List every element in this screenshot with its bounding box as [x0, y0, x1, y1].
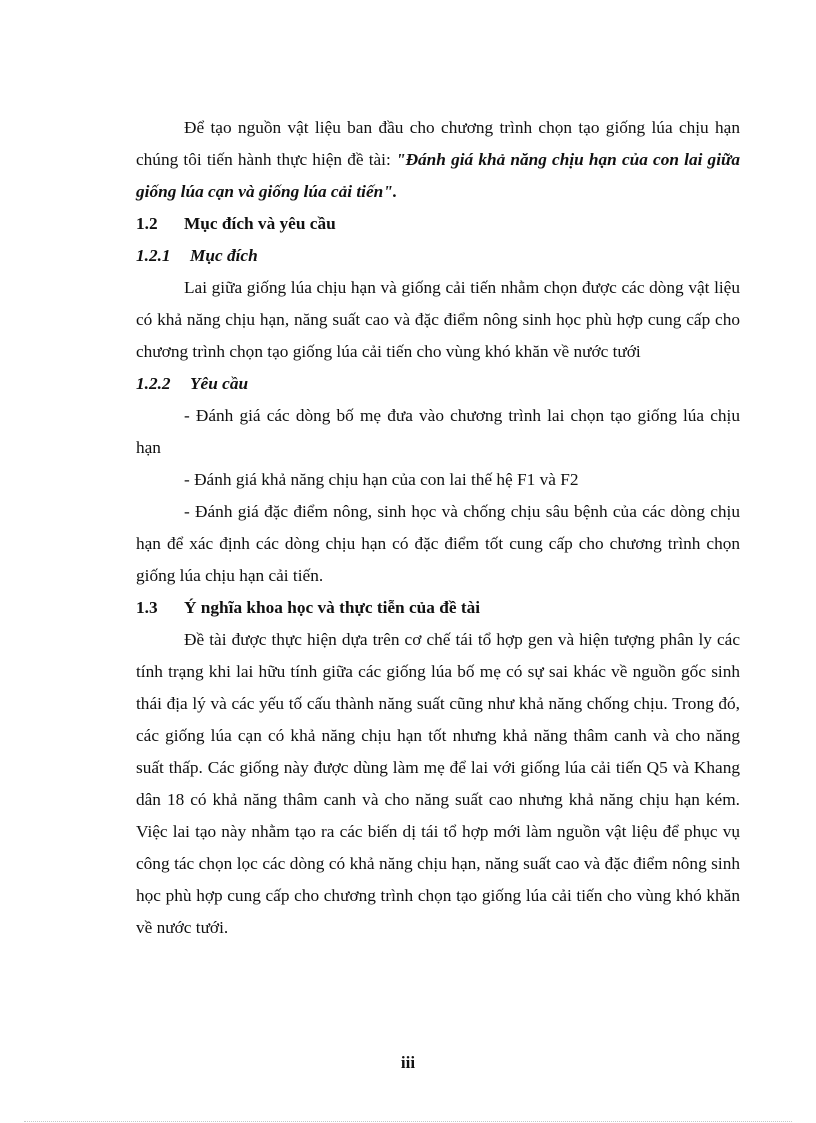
section-heading-1-3: [136, 592, 740, 624]
requirement-item: - Đánh giá khả năng chịu hạn của con lai thế hệ F1 và F2: [184, 470, 579, 489]
section-number: 1.2: [136, 214, 158, 233]
subsection-title: Mục đích: [190, 246, 258, 265]
purpose-paragraph: Lai giữa giống lúa chịu hạn và giống cải tiến nhằm chọn được các dòng vật liệu có khả năng chịu hạn, năng suất cao và đặc điểm nông sinh học phù hợp cung cấp cho chương trình chọn tạo giống lúa cải tiến cho vùng khó khăn về nước tưới: [136, 278, 740, 361]
page-number: iii: [400, 1053, 416, 1072]
section-title: Ý nghĩa khoa học và thực tiễn của đề tài: [184, 598, 481, 617]
significance-paragraph: Đề tài được thực hiện dựa trên cơ chế tái tổ hợp gen và hiện tượng phân ly các tính trạng khi lai hữu tính giữa các giống lúa bố mẹ có sự sai khác về nguồn gốc sinh thái địa lý và các yếu tố cấu thành năng suất cũng như khả năng chống chịu. Trong đó, các giống lúa cạn có khả năng chịu hạn tốt nhưng khả năng thâm canh và cho năng suất thấp. Các giống này được dùng làm mẹ để lai với giống lúa cải tiến Q5 và Khang dân 18 có khả năng thâm canh và cho năng suất cao nhưng khả năng chịu hạn kém. Việc lai tạo này nhằm tạo ra các biến dị tái tổ hợp mới làm nguồn vật liệu để phục vụ công tác chọn lọc các dòng có khả năng chịu hạn, năng suất cao và đặc điểm nông sinh học phù hợp cung cấp cho chương trình chọn tạo giống lúa cải tiến cho vùng khó khăn về nước tưới.: [136, 630, 740, 937]
intro-end-punctuation: .: [392, 182, 398, 201]
subsection-title: Yêu cầu: [190, 374, 249, 393]
intro-text: Để tạo nguồn vật liệu ban đầu cho chương trình chọn tạo giống lúa chịu hạn chúng tôi tiến hành thực hiện đề tài:: [136, 118, 740, 169]
thesis-title-emphasis: "Đánh giá khả năng chịu hạn của con lai giữa giống lúa cạn và giống lúa cải tiến": [136, 150, 740, 201]
subsection-heading-1-2-1: [136, 240, 740, 272]
intro-paragraph: [136, 112, 740, 208]
subsection-number: 1.2.1: [136, 246, 171, 265]
page-content: [136, 112, 740, 944]
section-title: Mục đích và yêu cầu: [184, 214, 336, 233]
subsection-number: 1.2.2: [136, 374, 171, 393]
section-heading-1-2: [136, 208, 740, 240]
page-bottom-divider: [24, 1121, 792, 1122]
section-number: 1.3: [136, 598, 158, 617]
requirement-item: - Đánh giá các dòng bố mẹ đưa vào chương trình lai chọn tạo giống lúa chịu hạn: [136, 406, 740, 457]
subsection-heading-1-2-2: [136, 368, 740, 400]
requirement-item: - Đánh giá đặc điểm nông, sinh học và chống chịu sâu bệnh của các dòng chịu hạn để xác định các dòng chịu hạn có đặc điểm tốt cung cấp cho chương trình chọn giống lúa chịu hạn cải tiến.: [136, 502, 740, 585]
